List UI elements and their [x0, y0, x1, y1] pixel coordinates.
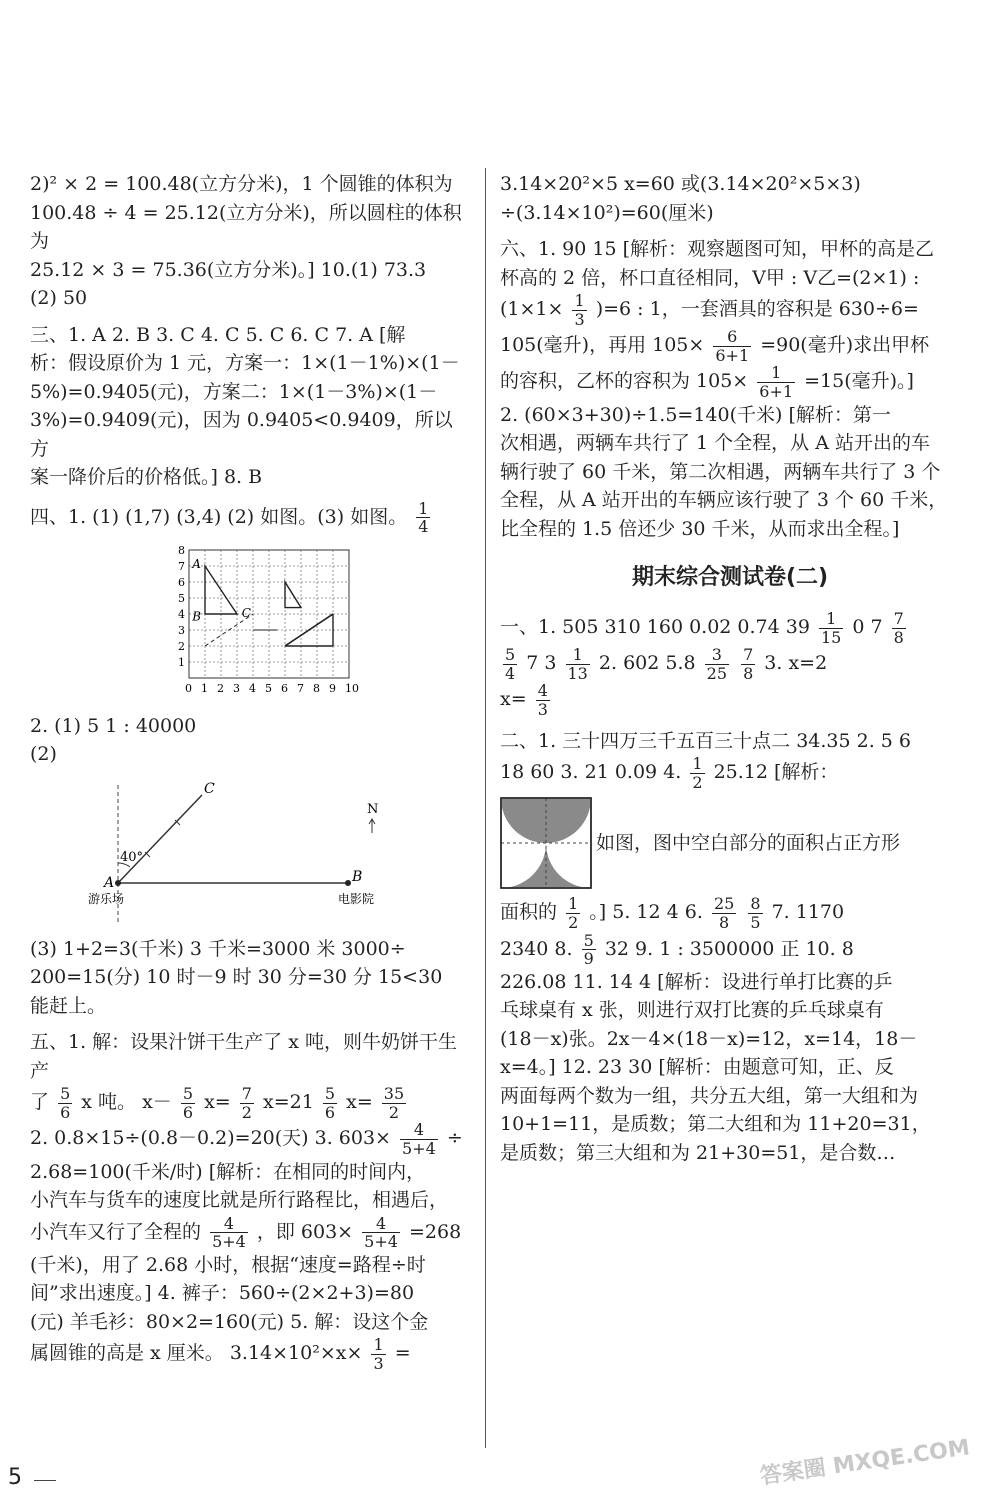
text-line: x=4。] 12. 23 30 [解析：由题意可知，正、反 [500, 1056, 894, 1079]
fraction: $\frac{1}{4}$ [418, 498, 429, 537]
map-point-c: C [204, 780, 215, 797]
text-line: 乓球桌有 x 张，则进行双打比赛的乒乓球桌有 [500, 999, 884, 1022]
text-line: 100.48 ÷ 4 = 25.12(立方分米)，所以圆柱的体积为 [30, 201, 462, 252]
text-line: 2.68=100(千米/时) [解析：在相同的时间内， [30, 1160, 426, 1183]
x-tick-label: 5 [265, 681, 272, 695]
text-line: 3%)=0.9409(元)，因为 0.9405<0.9409，所以方 [30, 409, 453, 460]
map-point-b: B [352, 868, 363, 885]
text-line: (3) 1+2=3(千米) 3 千米=3000 米 3000÷ [30, 937, 406, 960]
text-line: (18－x)张。2x－4×(18－x)=12，x=14，18－ [500, 1027, 918, 1050]
text-line: 比全程的 1.5 倍还少 30 千米，从而求出全程。] [500, 517, 900, 540]
section-three-line: 三、1. A 2. B 3. C 4. C 5. C 6. C 7. A [解 [30, 323, 406, 346]
x-tick-label: 10 [345, 681, 359, 695]
text-line: 是质数；第三大组和为 21+30=51，是合数… [500, 1141, 896, 1164]
text-line: 能赶上。 [30, 994, 107, 1017]
text-line: 2. (1) 5 1 : 40000 [30, 714, 197, 737]
x-tick-label: 2 [217, 681, 224, 695]
left-column [30, 170, 470, 1372]
column-divider [485, 168, 486, 1448]
x-tick-label: 0 [185, 681, 192, 695]
text-line: 小汽车与货车的速度比就是所行路程比，相遇后， [30, 1189, 449, 1212]
y-tick-label: 3 [178, 623, 185, 637]
coordinate-grid-figure [30, 542, 470, 702]
text-line: 3.14×20²×5 x=60 或(3.14×20²×5×3) [500, 173, 861, 195]
section-five-line: 五、1. 解：设果汁饼干生产了 x 吨，则牛奶饼干生产 [30, 1031, 457, 1082]
text-line: 25.12 × 3 = 75.36(立方分米)。] 10.(1) 73.3 [30, 258, 427, 281]
text-line: (千米)，用了 2.68 小时，根据“速度=路程÷时 [30, 1253, 426, 1276]
section-four-line: 四、1. (1) (1,7) (3,4) (2) 如图。(3) 如图。 $\frac{1}{4}$ [30, 498, 429, 537]
y-tick-label: 4 [178, 607, 185, 621]
text-line: 2340 8. $\frac{5}{9}$ 32 9. 1 : 3500000 正 10. 8 [500, 930, 854, 969]
direction-map-figure [30, 775, 470, 925]
text-line: (2) [30, 743, 57, 766]
text-line: 226.08 11. 14 4 [解析：设进行单打比赛的乒 [500, 970, 893, 993]
text-line: $\frac{5}{4}$ 7 3 $\frac{1}{13}$ 2. 602 5.8 $\frac{3}{25}$ $\frac{7}{8}$ 3. x=2 [505, 645, 828, 683]
text-line: 属圆锥的高是 x 厘米。 3.14×10²×x× $\frac{1}{3}$ = [30, 1335, 411, 1373]
text-line: 105(毫升)，再用 105× $\frac{6}{6+1}$ =90(毫升)求出甲杯 [500, 327, 930, 365]
text-line: 的容积，乙杯的容积为 105× $\frac{1}{6+1}$ =15(毫升)。] [500, 363, 914, 401]
text-line: ÷(3.14×10²)=60(厘米) [500, 201, 714, 224]
text-line: 杯高的 2 倍，杯口直径相同，V甲 : V乙=(2×1) : [500, 266, 920, 289]
text-line: 小汽车又行了全程的 $\frac{4}{5+4}$ ，即 603× $\frac{4}{5+4}$ =268 [30, 1213, 462, 1252]
text-line: 2. 0.8×15÷(0.8－0.2)=20(天) 3. 603× $\frac{4}{5+4}$ ÷ [30, 1120, 463, 1158]
text-line: 如图，图中空白部分的面积占正方形 [596, 832, 901, 855]
x-tick-label: 1 [201, 681, 208, 695]
text-line: x= $\frac{4}{3}$ [500, 681, 548, 720]
grid-point-b: B [192, 609, 202, 624]
y-tick-label: 2 [178, 639, 185, 653]
exam-title: 期末综合测试卷(二) [631, 565, 829, 591]
page-dash [34, 1480, 56, 1481]
text-line: 辆行驶了 60 千米，第二次相遇，两辆车共行了 3 个 [500, 460, 941, 483]
text-line: 析：假设原价为 1 元，方案一：1×(1－1%)×(1－ [30, 352, 460, 374]
text-line: 间”求出速度。] 4. 裤子：560÷(2×2+3)=80 [30, 1282, 415, 1305]
y-tick-label: 7 [178, 559, 185, 573]
map-label-cinema: 电影院 [338, 891, 375, 906]
text-line: 2. (60×3+30)÷1.5=140(千米) [解析：第一 [500, 403, 891, 426]
text-line: 两面每两个数为一组，共分五大组，第一大组和为 [500, 1084, 919, 1107]
text-line: 18 60 3. 21 0.09 4. $\frac{1}{2}$ 25.12 [解析： [500, 754, 839, 792]
north-label: N [367, 801, 379, 817]
grid-point-a: A [192, 556, 201, 571]
map-label-playground: 游乐场 [88, 891, 125, 906]
x-tick-label: 6 [281, 681, 288, 695]
text-line: 了 $\frac{5}{6}$ x 吨。 x－ $\frac{5}{6}$ x= $\frac{7}{2}$ x=21 $\frac{5}{6}$ x= $\frac{35}{2}$ [30, 1084, 405, 1122]
grid-point-c: C [241, 605, 251, 620]
text-line: 案一降价后的价格低。] 8. B [30, 466, 263, 488]
watermark-logo: 答案圈 MXQE.COM [758, 1435, 971, 1490]
small-triangle-shape [285, 582, 301, 608]
map-angle-label: 40° [120, 849, 144, 865]
text-line: 次相遇，两辆车共行了 1 个全程，从 A 站开出的车 [500, 432, 930, 455]
text-line: 10+1=11，是质数；第二大组和为 11+20=31， [500, 1113, 931, 1136]
text-line: (1×1× $\frac{1}{3}$ )=6 : 1，一套酒具的容积是 630÷6= [500, 291, 919, 329]
text-line: 面积的 $\frac{1}{2}$ 。] 5. 12 4 6. $\frac{25}{8}$ $\frac{8}{5}$ 7. 1170 [500, 894, 845, 932]
x-tick-label: 9 [329, 681, 336, 695]
text-line: 2)² × 2 = 100.48(立方分米)，1 个圆锥的体积为 [30, 173, 453, 195]
text-line: 5%)=0.9405(元)，方案二：1×(1－3%)×(1－ [30, 380, 438, 403]
map-point-a: A [104, 874, 115, 891]
y-tick-label: 1 [178, 655, 185, 669]
x-tick-label: 4 [249, 681, 256, 695]
text-line: 一、1. 505 310 160 0.02 0.74 39 $\frac{1}{15}$ 0 7 $\frac{7}{8}$ [500, 609, 904, 647]
y-tick-label: 5 [178, 591, 185, 605]
x-tick-label: 7 [297, 681, 304, 695]
section-six-line: 六、1. 90 15 [解析：观察题图可知，甲杯的高是乙 [500, 238, 935, 260]
square-figure-row [500, 797, 960, 889]
page-number: 5 [8, 1465, 22, 1490]
right-column [500, 170, 960, 1167]
y-tick-label: 6 [178, 575, 185, 589]
text-line: (元) 羊毛衫：80×2=160(元) 5. 解：设这个金 [30, 1310, 429, 1333]
square-semicircle-figure [500, 797, 592, 889]
text-line: (2) 50 [30, 287, 88, 309]
text-line: 200=15(分) 10 时－9 时 30 分=30 分 15<30 [30, 966, 443, 989]
text-line: 全程，从 A 站开出的车辆应该行驶了 3 个 60 千米， [500, 489, 948, 512]
x-tick-label: 8 [313, 681, 320, 695]
y-tick-label: 8 [178, 543, 185, 557]
text-line: 二、1. 三十四万三千五百三十点二 34.35 2. 5 6 [500, 729, 912, 752]
x-tick-label: 3 [233, 681, 240, 695]
